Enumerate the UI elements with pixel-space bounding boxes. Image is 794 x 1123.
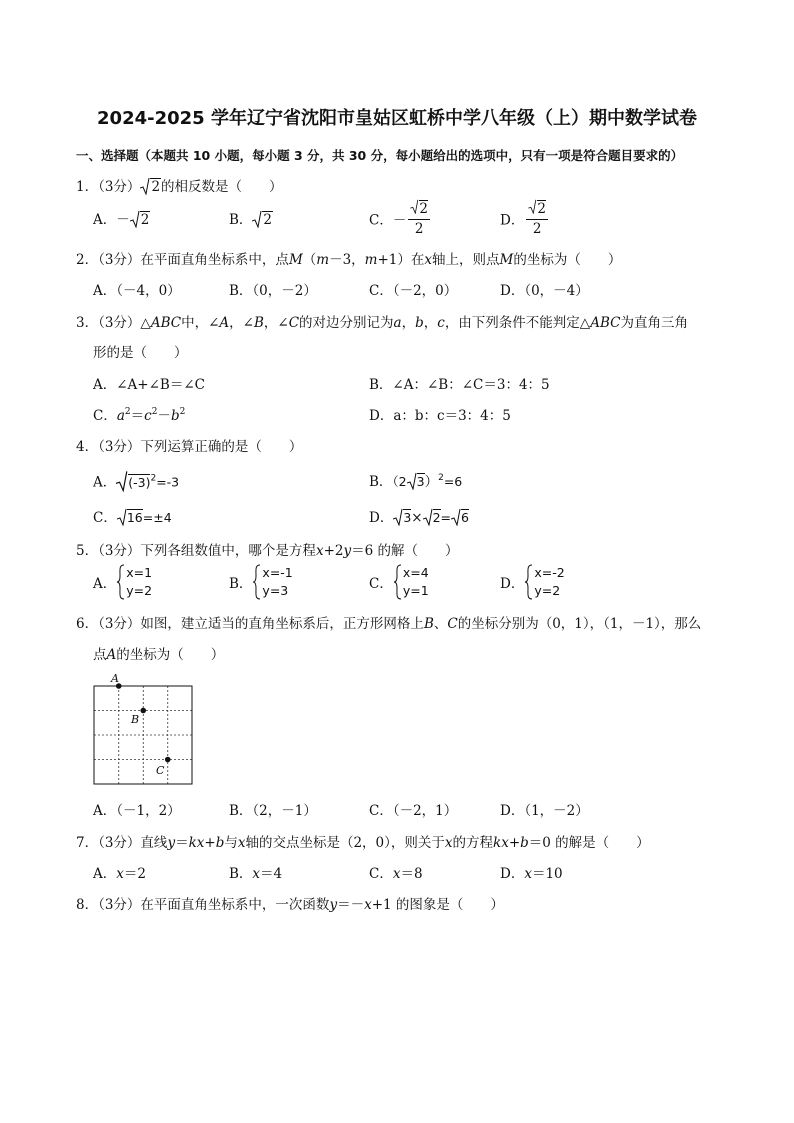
q6-option-a[interactable]: A．（－1，2） [93, 803, 181, 819]
sqrt-symbol [393, 508, 403, 530]
sqrt-symbol [117, 508, 127, 530]
q2-option-d[interactable]: D．（0，－4） [500, 283, 589, 299]
q7-option-b[interactable]: B．x＝4 [229, 866, 283, 882]
question-5: 5．（3分）下列各组数值中，哪个是方程x+2y＝6 的解（ ） [76, 543, 459, 559]
q7-option-d[interactable]: D．x＝10 [500, 866, 563, 882]
point-c [165, 757, 171, 763]
fraction: $\frac{2}{2}$ [526, 199, 548, 238]
q7-option-a[interactable]: A．x＝2 [93, 866, 146, 882]
q5-option-d[interactable]: D． x=-2 y=2 [500, 565, 565, 598]
sqrt-symbol [130, 210, 140, 232]
q1-option-b[interactable]: B． 2 [229, 208, 273, 232]
q2-option-a[interactable]: A．（－4，0） [93, 283, 181, 299]
question-number: 1． [76, 179, 99, 195]
q2-option-b[interactable]: B．（0，－2） [229, 283, 317, 299]
sqrt-symbol [140, 177, 150, 199]
grid-dashed-lines [94, 686, 192, 784]
sqrt-symbol [423, 508, 433, 530]
question-6-line-2: 点A的坐标为（ ） [93, 647, 225, 663]
label-a: A [111, 672, 119, 685]
question-3-line-2: 形的是（ ） [93, 345, 188, 361]
sqrt-symbol [252, 210, 262, 232]
q5-option-a[interactable]: A． x=1 y=2 [93, 565, 153, 598]
label-b: B [131, 713, 140, 726]
q1-option-d[interactable]: D． $\frac{2}{2}$ [500, 200, 546, 237]
q7-option-c[interactable]: C．x＝8 [369, 866, 423, 882]
q6-option-c[interactable]: C．（－2，1） [369, 803, 458, 819]
equation-system: x=-1 y=3 [252, 564, 292, 600]
question-8: 8．（3分）在平面直角坐标系中，一次函数y＝－x+1 的图象是（ ） [76, 897, 504, 913]
q3-option-b[interactable]: B．∠A：∠B：∠C＝3：4：5 [369, 377, 550, 393]
question-2: 2．（3分）在平面直角坐标系中，点M（m－3，m+1）在x轴上，则点M的坐标为（ ） [76, 252, 622, 268]
section-heading: 一、选择题（本题共 10 小题，每小题 3 分，共 30 分，每小题给出的选项中，只有一项是符合题目要求的） [76, 148, 684, 163]
equation-system: x=-2 y=2 [524, 564, 564, 600]
q3-option-a[interactable]: A．∠A+∠B＝∠C [93, 377, 205, 393]
q2-option-c[interactable]: C．（－2，0） [369, 283, 458, 299]
q6-option-d[interactable]: D．（1，－2） [500, 803, 589, 819]
q4-option-c[interactable]: C． 16=±4 [93, 506, 172, 530]
coordinate-grid-figure [92, 672, 202, 788]
q3-option-c[interactable]: C．$a^2=c^2-b^2$ [93, 407, 186, 424]
equation-system: x=1 y=2 [116, 564, 152, 600]
question-1: 1．（3分） 2的相反数是（ ） [76, 175, 283, 199]
fraction: $\frac{2}{2}$ [408, 199, 430, 238]
q4-option-a[interactable]: A． $(-3)^2=-3$ [93, 470, 179, 496]
question-7: 7．（3分）直线y＝kx+b与x轴的交点坐标是（2，0），则关于x的方程kx+b＝0 的解是（ ） [76, 835, 650, 851]
q1-option-c[interactable]: C．－ $\frac{2}{2}$ [369, 200, 428, 237]
question-4: 4．（3分）下列运算正确的是（ ） [76, 439, 303, 455]
q6-option-b[interactable]: B．（2，－1） [229, 803, 317, 819]
q5-option-b[interactable]: B． x=-1 y=3 [229, 565, 293, 598]
sqrt-symbol [407, 472, 417, 494]
exam-title: 2024-2025 学年辽宁省沈阳市皇姑区虹桥中学八年级（上）期中数学试卷 [97, 108, 697, 129]
label-c: C [156, 764, 165, 777]
point-b [140, 708, 146, 714]
q1-option-a[interactable]: A．－ 2 [93, 208, 150, 232]
sqrt-symbol [451, 508, 461, 530]
equation-system: x=4 y=1 [393, 564, 429, 600]
sqrt-symbol [116, 470, 128, 496]
q4-option-b[interactable]: B．（2 3）$^2$=6 [369, 470, 462, 494]
question-6: 6．（3分）如图，建立适当的直角坐标系后，正方形网格上B、C的坐标分别为（0，1），（1，－1），那么 [76, 616, 702, 632]
q3-option-d[interactable]: D．a：b：c＝3：4：5 [369, 408, 511, 424]
q4-option-d[interactable]: D． 3× 2= 6 [369, 506, 469, 530]
question-3: 3．（3分）△ABC中，∠A，∠B，∠C的对边分别记为a，b，c，由下列条件不能判定△ABC为直角三角 [76, 315, 688, 331]
q5-option-c[interactable]: C． x=4 y=1 [369, 565, 429, 598]
